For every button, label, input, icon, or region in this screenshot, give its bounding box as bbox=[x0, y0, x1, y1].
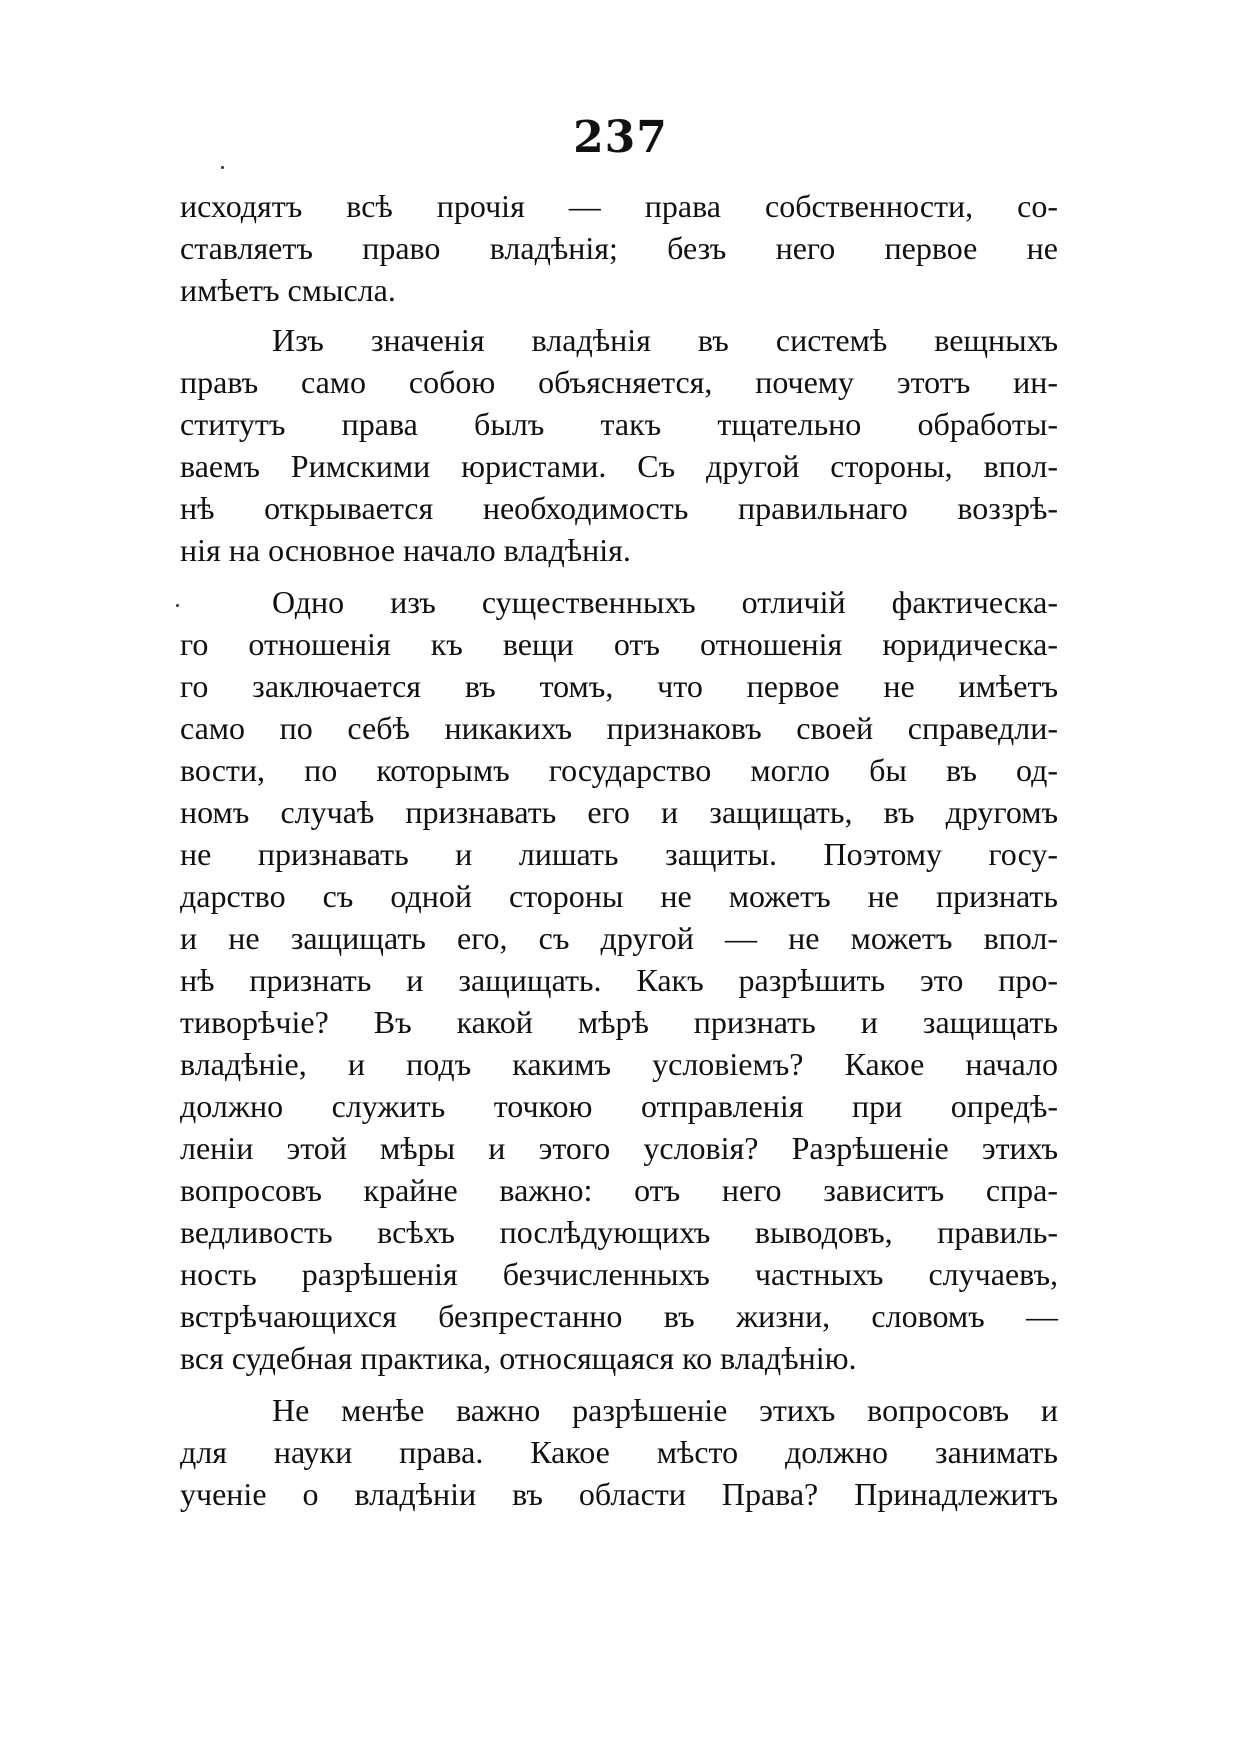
text-line: нѣ открывается необходимость правильнаго воззрѣ- bbox=[180, 490, 1058, 526]
text-line: ститутъ права былъ такъ тщательно обработы- bbox=[180, 406, 1058, 442]
text-line: нѣ признать и защищать. Какъ разрѣшить это про- bbox=[180, 962, 1058, 998]
text-line: дарство съ одной стороны не можетъ не признать bbox=[180, 878, 1058, 914]
text-line: правъ само собою объясняется, почему этотъ ин- bbox=[180, 364, 1058, 400]
text-line: леніи этой мѣры и этого условія? Разрѣшеніе этихъ bbox=[180, 1130, 1058, 1166]
text-line: го заключается въ томъ, что первое не имѣетъ bbox=[180, 668, 1058, 704]
text-line: нія на основное начало владѣнія. bbox=[180, 532, 631, 568]
text-line: Одно изъ существенныхъ отличій фактическа- bbox=[272, 584, 1058, 620]
text-line: ученіе о владѣніи въ области Права? Принадлежитъ bbox=[180, 1476, 1058, 1512]
text-line: владѣніе, и подъ какимъ условіемъ? Какое начало bbox=[180, 1046, 1058, 1082]
text-line: для науки права. Какое мѣсто должно занимать bbox=[180, 1434, 1058, 1470]
text-line: встрѣчающихся безпрестанно въ жизни, словомъ — bbox=[180, 1298, 1058, 1334]
text-line: должно служить точкою отправленія при опредѣ- bbox=[180, 1088, 1058, 1124]
text-line: имѣетъ смысла. bbox=[180, 272, 396, 308]
text-line: ведливость всѣхъ послѣдующихъ выводовъ, правиль- bbox=[180, 1214, 1058, 1250]
print-speck bbox=[176, 604, 179, 607]
text-line: Не менѣе важно разрѣшеніе этихъ вопросовъ и bbox=[272, 1392, 1058, 1428]
text-line: ваемъ Римскими юристами. Съ другой стороны, впол- bbox=[180, 448, 1058, 484]
text-line: ставляетъ право владѣнія; безъ него первое не bbox=[180, 230, 1058, 266]
text-line: исходятъ всѣ прочія — права собственности, со- bbox=[180, 188, 1058, 224]
text-line: вости, по которымъ государство могло бы въ од- bbox=[180, 752, 1058, 788]
text-line: го отношенія къ вещи отъ отношенія юридическа- bbox=[180, 626, 1058, 662]
print-speck bbox=[221, 166, 224, 169]
text-line: не признавать и лишать защиты. Поэтому госу- bbox=[180, 836, 1058, 872]
text-line: вопросовъ крайне важно: отъ него зависитъ спра- bbox=[180, 1172, 1058, 1208]
text-line: ность разрѣшенія безчисленныхъ частныхъ случаевъ, bbox=[180, 1256, 1058, 1292]
text-line: и не защищать его, съ другой — не можетъ впол- bbox=[180, 920, 1058, 956]
text-line: само по себѣ никакихъ признаковъ своей справедли- bbox=[180, 710, 1058, 746]
text-line: Изъ значенія владѣнія въ системѣ вещныхъ bbox=[272, 322, 1058, 358]
text-line: номъ случаѣ признавать его и защищать, въ другомъ bbox=[180, 794, 1058, 830]
page-number: 237 bbox=[573, 112, 668, 163]
text-line: вся судебная практика, относящаяся ко владѣнію. bbox=[180, 1340, 857, 1376]
text-line: тиворѣчіе? Въ какой мѣрѣ признать и защищать bbox=[180, 1004, 1058, 1040]
